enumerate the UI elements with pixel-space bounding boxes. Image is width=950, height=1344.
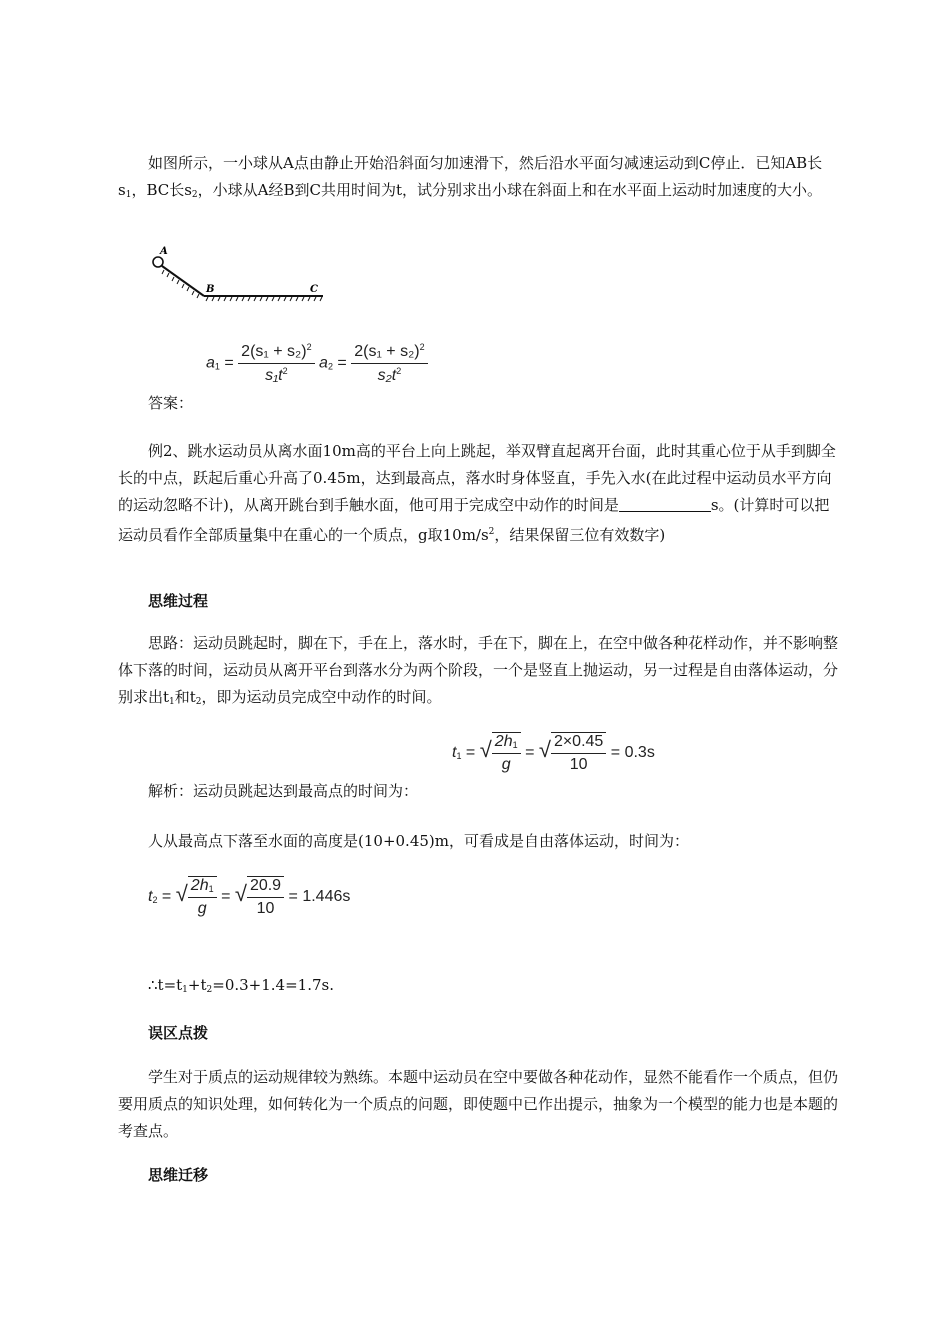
label-a: A — [160, 246, 168, 257]
incline-line — [162, 266, 204, 296]
example2-statement: 例2、跳水运动员从离水面10m高的平台上向上跳起，举双臂直起离开台面，此时其重心位于从手到脚全长的中点，跃起后重心升高了0.45m，达到最高点，落水时身体竖直，手先入水(在此过程中运动员水平方向的运动忽略不计)，从离开跳台到手触水面，他可用于完成空中动作的时间是 s。(计算时可以把运动员看作全部质量集中在重心的一个质点，g取$10m/s^2$，结果保留三位有效数字) — [118, 442, 836, 544]
a2-fraction: $\frac{2(s_1 + s_2)^2}{s_2t^2}$ — [351, 342, 427, 385]
answer-blank — [619, 497, 711, 512]
incline-figure — [148, 244, 338, 310]
heading-transfer: 思维迁移 — [148, 1166, 209, 1184]
heading-thinking: 思维过程 — [148, 592, 209, 610]
answer-label: 答案： — [148, 394, 194, 412]
ball — [153, 257, 163, 267]
a1-fraction: $\frac{2(s_1 + s_2)^2}{s_1t^2}$ — [238, 342, 314, 385]
fall-text: 人从最高点下落至水面的高度是(10+0.45)m，可看成是自由落体运动，时间为： — [148, 832, 689, 850]
ground-hatch — [206, 297, 322, 301]
label-b: B — [206, 284, 215, 295]
heading-mistake: 误区点拨 — [148, 1024, 209, 1042]
analysis-label: 解析：运动员跳起达到最高点的时间为： — [148, 782, 419, 800]
label-c: C — [310, 284, 318, 295]
problem-statement: 如图所示，一小球从A点由静止开始沿斜面匀加速滑下，然后沿水平面匀减速运动到C停止．已知AB长$s_1$，BC长$s_2$，小球从A经B到C共用时间为t，试分别求出小球在斜面上和在水平面上运动时加速度的大小。 — [118, 154, 823, 200]
t1-formula: $t_1$ = √ $\frac{2h_1}{g}$ = √ $\frac{2\times 0.45}{10}$ = 0.3s — [452, 733, 655, 773]
incline-hatch — [162, 270, 199, 298]
conclusion: $\therefore t=t_1+t_2=0.3+1.4=1.7s$. — [148, 976, 334, 995]
answer-formula: $a_1$ = $\frac{2(s_1 + s_2)^2}{s_1t^2}$ $a_2$ = $\frac{2(s_1 + s_2)^2}{s_2t^2}$ — [206, 342, 428, 385]
t2-formula: $t_2$ = √ $\frac{2h_1}{g}$ = √ $\frac{20.9}{10}$ = 1.446s — [148, 877, 351, 917]
mistake-paragraph: 学生对于质点的运动规律较为熟练。本题中运动员在空中要做各种花动作，显然不能看作一个质点，但仍要用质点的知识处理，如何转化为一个质点的问题，即使题中已作出提示，抽象为一个模型的能力也是本题的考查点。 — [118, 1068, 839, 1140]
thinking-paragraph: 思路：运动员跳起时，脚在下，手在上，落水时，手在下，脚在上，在空中做各种花样动作，并不影响整体下落的时间，运动员从离开平台到落水分为两个阶段，一个是竖直上抛运动，另一过程是自由落体运动，分别求出$t_1$和$t_2$，即为运动员完成空中动作的时间。 — [118, 634, 839, 707]
